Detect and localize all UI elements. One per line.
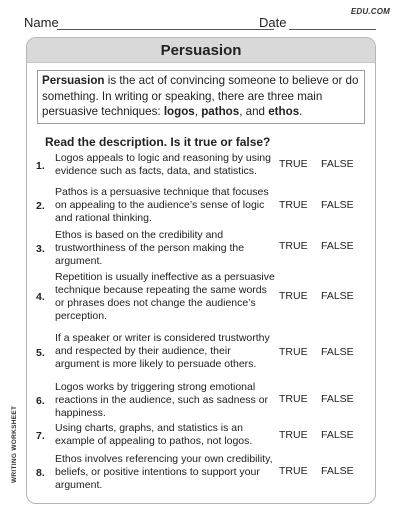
question-number: 8. (36, 467, 45, 479)
question-number: 7. (36, 430, 45, 442)
question-number: 5. (36, 347, 45, 359)
edu-logo: EDU.COM (350, 7, 390, 16)
false-option[interactable]: FALSE (321, 240, 354, 252)
question-text: Logos works by triggering strong emotional reactions in the audience, such as sadness or happiness. (55, 381, 269, 419)
true-option[interactable]: TRUE (279, 199, 308, 211)
question-text: Using charts, graphs, and statistics is an example of appealing to pathos, not logos. (55, 422, 253, 447)
worksheet-panel (26, 37, 376, 504)
date-label: Date (259, 15, 287, 30)
date-field-line[interactable] (289, 29, 376, 30)
question-text: If a speaker or writer is considered trustworthy and respected by their audience, their argument is more likely to persuade others. (55, 332, 270, 370)
name-label: Name (24, 15, 59, 30)
question-text: Repetition is usually ineffective as a persuasive technique because repeating the same words or phrases does not change the audience’s perception. (55, 271, 275, 322)
question-number: 3. (36, 243, 45, 255)
intro-separator: , (194, 105, 202, 118)
name-field-line[interactable] (57, 29, 274, 30)
false-option[interactable]: FALSE (321, 199, 354, 211)
true-option[interactable]: TRUE (279, 346, 308, 358)
question-number: 2. (36, 200, 45, 212)
true-option[interactable]: TRUE (279, 465, 308, 477)
instructions: Read the description. Is it true or false? (45, 134, 271, 149)
question-number: 1. (36, 160, 45, 172)
question-number: 4. (36, 291, 45, 303)
question-text: Pathos is a persuasive technique that focuses on appealing to the audience’s sense of logic and rational thinking. (55, 186, 269, 224)
true-option[interactable]: TRUE (279, 240, 308, 252)
intro-technique-logos: logos (163, 105, 195, 118)
false-option[interactable]: FALSE (321, 429, 354, 441)
question-text: Ethos involves referencing your own credibility, beliefs, or positive intentions to support your argument. (55, 453, 273, 491)
intro-term: Persuasion (42, 74, 105, 87)
worksheet-title: Persuasion (160, 41, 242, 59)
question-text: Logos appeals to logic and reasoning by using evidence such as facts, data, and statistics. (55, 152, 271, 177)
side-label: WRITING WORKSHEET (11, 405, 18, 483)
title-bar (27, 38, 375, 63)
name-date-row (24, 15, 374, 33)
intro-end: . (299, 105, 303, 118)
false-option[interactable]: FALSE (321, 158, 354, 170)
intro-technique-ethos: ethos (268, 105, 300, 118)
true-option[interactable]: TRUE (279, 429, 308, 441)
intro-technique-pathos: pathos (201, 105, 240, 118)
true-option[interactable]: TRUE (279, 158, 308, 170)
intro-box (37, 70, 365, 124)
intro-separator: , and (239, 105, 269, 118)
false-option[interactable]: FALSE (321, 465, 354, 477)
true-option[interactable]: TRUE (279, 393, 308, 405)
question-number: 6. (36, 395, 45, 407)
false-option[interactable]: FALSE (321, 290, 354, 302)
false-option[interactable]: FALSE (321, 346, 354, 358)
false-option[interactable]: FALSE (321, 393, 354, 405)
true-option[interactable]: TRUE (279, 290, 308, 302)
question-text: Ethos is based on the credibility and trustworthiness of the person making the argument. (55, 229, 245, 267)
intro-text: is the act of convincing someone to believe or do something. In writing or speaking, there are three main persuasive techniques: (42, 74, 359, 118)
